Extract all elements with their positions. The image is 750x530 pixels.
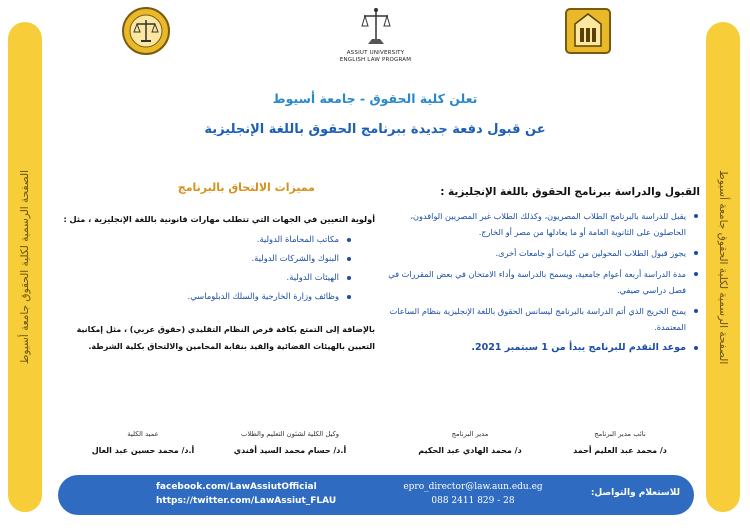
contact-label: للاستعلام والتواصل: xyxy=(590,488,680,498)
list-item: البنوك والشركات الدولية. xyxy=(60,253,351,263)
signature-vice-dean xyxy=(215,430,365,455)
list-item: يجوز قبول الطلاب المحولين من كليات أو جامعات أخرى. xyxy=(380,245,700,261)
list-item: موعد التقدم للبرنامج يبدأ من 1 سبتمبر 2021. xyxy=(380,340,700,356)
bar-association-logo xyxy=(121,6,171,56)
admission-section xyxy=(380,186,700,361)
side-band-right-text: الصفحة الرسمية لكلية الحقوق جامعة أسيوط xyxy=(717,169,729,365)
contact-details xyxy=(398,480,548,508)
features-heading: مميزات الالتحاق بالبرنامج xyxy=(177,181,315,194)
features-list xyxy=(60,234,375,301)
program-logo xyxy=(338,6,413,72)
signature-role: نائب مدير البرنامج xyxy=(594,430,646,438)
admission-heading: القبول والدراسة ببرنامج الحقوق باللغة الإنجليزية : xyxy=(440,186,700,198)
signature-role: عميد الكلية xyxy=(127,430,159,438)
signature-dean xyxy=(68,430,218,455)
twitter-link[interactable]: https://twitter.com/LawAssiut_FLAU xyxy=(156,496,337,506)
side-band-left xyxy=(8,22,42,512)
signature-director xyxy=(395,430,545,455)
list-item: وظائف وزارة الخارجية والسلك الدبلوماسي. xyxy=(60,291,351,301)
list-item: يمنح الخريج الذي أتم الدراسة بالبرنامج ليسانس الحقوق باللغة الإنجليزية بنظام الساعات المعتمدة. xyxy=(380,303,700,335)
signature-name: د/ محمد الهادي عبد الحكيم xyxy=(418,446,522,455)
signature-name: د/ محمد عبد العليم أحمد xyxy=(573,446,667,455)
signature-name: أ.د/ حسام محمد السيد أفندي xyxy=(233,446,347,455)
program-logo-caption-1: ASSIUT UNIVERSITY xyxy=(346,50,405,56)
university-logo xyxy=(563,6,613,56)
features-intro: أولوية التعيين في الجهات التي تتطلب مهارات قانونية باللغة الإنجليزية ، مثل : xyxy=(63,214,375,224)
list-item: الهيئات الدولية. xyxy=(60,272,351,282)
list-item: يقبل للدراسة بالبرنامج الطلاب المصريون، وكذلك الطلاب غير المصريين الوافدون، الحاصلون على الثانوية العامة أو ما يعادلها من مصر أو الخارج. xyxy=(380,208,700,240)
list-item: مكاتب المحاماة الدولية. xyxy=(60,234,351,244)
phone-number: 088 2411 829 - 28 xyxy=(431,496,515,506)
announcement-title: تعلن كلية الحقوق - جامعة أسيوط xyxy=(272,91,478,106)
admission-list xyxy=(380,208,700,356)
signature-role: مدير البرنامج xyxy=(451,430,489,438)
email-link[interactable]: epro_director@law.aun.edu.eg xyxy=(403,482,543,492)
side-band-left-text: الصفحة الرسمية لكلية الحقوق جامعة أسيوط xyxy=(19,169,31,365)
list-item: مدة الدراسة أربعة أعوام جامعية، ويسمح بالدراسة وأداء الامتحان في بعض المقررات في فصل دراسي صيفي. xyxy=(380,266,700,298)
facebook-link[interactable]: facebook.com/LawAssiutOfficial xyxy=(156,482,317,492)
signature-vice-director xyxy=(545,430,695,455)
announcement-subtitle: عن قبول دفعة جديدة ببرنامج الحقوق باللغة الإنجليزية xyxy=(204,122,546,137)
side-band-right xyxy=(706,22,740,512)
signature-name: أ.د/ محمد حسين عبد العال xyxy=(91,446,195,455)
features-note: بالإضافة إلى التمتع بكافة فرص النظام التقليدي (حقوق عربي) ، مثل إمكانية التعيين بالهيئات القضائية والقيد بنقابة المحامين والالتحاق بكلية الشرطة. xyxy=(76,325,375,351)
features-section xyxy=(60,181,375,355)
signature-role: وكيل الكلية لشئون التعليم والطلاب xyxy=(240,430,340,438)
social-links xyxy=(156,480,336,508)
program-logo-caption-2: ENGLISH LAW PROGRAM xyxy=(339,57,412,63)
contact-bar xyxy=(58,475,694,515)
